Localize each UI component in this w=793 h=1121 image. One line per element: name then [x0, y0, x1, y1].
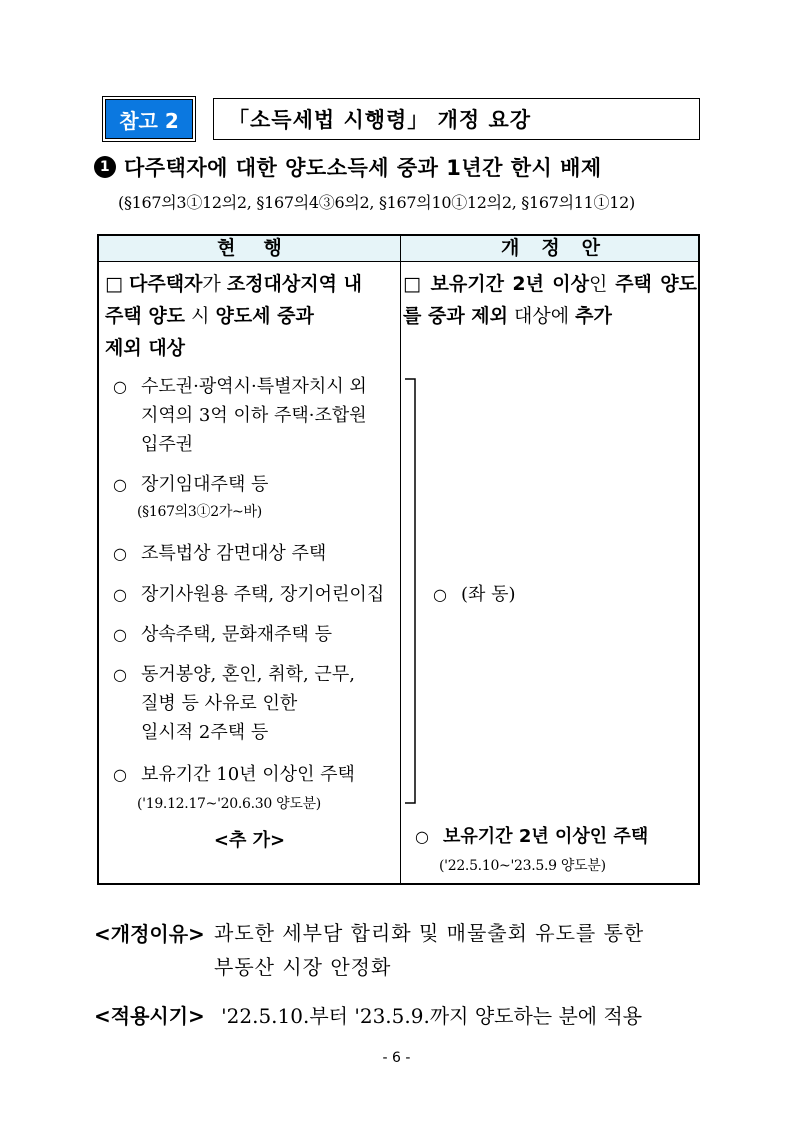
reason-line: 부동산 시장 안정화 — [214, 955, 392, 979]
reference-badge: 참고 2 — [103, 97, 195, 141]
item-line: 입주권 — [141, 434, 194, 455]
lead-text: 인 — [589, 273, 616, 295]
document-title: 「소득세법 시행령」 개정 요강 — [213, 98, 700, 140]
lead-text: 시 — [185, 305, 216, 327]
reason-label: <개정이유> — [94, 922, 205, 946]
circle-bullet-icon: ○ — [113, 765, 127, 784]
square-bullet-icon: □ — [403, 273, 423, 295]
page-number: - 6 - — [382, 1050, 411, 1066]
list-item — [113, 660, 393, 750]
section-heading-text: 다주택자에 대한 양도소득세 중과 1년간 한시 배제 — [124, 156, 602, 180]
item-line: 장기임대주택 등 — [141, 474, 269, 495]
list-item — [113, 539, 393, 568]
list-item — [113, 470, 393, 526]
added-item — [415, 822, 695, 878]
table-header-row — [99, 236, 698, 262]
circle-bullet-icon: ○ — [113, 625, 127, 644]
item-line: 일시적 2주택 등 — [141, 722, 269, 743]
item-line: 보유기간 10년 이상인 주택 — [141, 764, 355, 785]
circle-bullet-icon: ○ — [113, 377, 127, 396]
lead-term: 주택 양도 — [105, 305, 186, 327]
lead-term: 다주택자 — [129, 273, 203, 295]
circle-bullet-icon: ○ — [433, 585, 447, 604]
list-item — [113, 760, 393, 816]
apply-label: <적용시기> — [94, 1004, 205, 1028]
reason-line: 과도한 세부담 합리화 및 매물출회 유도를 통한 — [214, 921, 645, 945]
circle-bullet-icon: ○ — [113, 665, 127, 684]
list-item — [113, 580, 393, 609]
item-line: 상속주택, 문화재주택 등 — [141, 624, 333, 645]
header-proposed: 개정안 — [500, 237, 623, 259]
item-line: 질병 등 사유로 인한 — [141, 693, 298, 714]
same-as-left-item — [433, 580, 633, 609]
item-line: 동거봉양, 혼인, 취학, 근무, — [141, 664, 355, 685]
reason-text — [214, 916, 644, 984]
circle-bullet-icon: ○ — [113, 475, 127, 494]
apply-text: '22.5.10.부터 '23.5.9.까지 양도하는 분에 적용 — [221, 1004, 643, 1028]
circled-number-icon: 1 — [94, 156, 116, 178]
item-line: 장기사원용 주택, 장기어린이집 — [141, 584, 385, 605]
list-item — [113, 372, 393, 462]
proposed-lead — [403, 268, 697, 332]
item-sub: (§167의3①2가~바) — [137, 504, 262, 520]
lead-term: 양도세 중과 — [215, 305, 314, 327]
lead-term: 주택 양도를 중과 제외 — [403, 273, 698, 327]
header-current: 현행 — [217, 237, 310, 259]
reason-row — [94, 918, 205, 947]
square-bullet-icon: □ — [105, 273, 123, 295]
apply-row — [94, 1000, 642, 1029]
section-heading — [94, 152, 602, 182]
current-lead — [105, 268, 395, 364]
comparison-table — [97, 234, 700, 885]
lead-text: 가 — [202, 273, 227, 295]
item-sub: ('19.12.17~'20.6.30 양도분) — [137, 796, 321, 812]
item-line: 수도권·광역시·특별자치시 외 — [141, 376, 367, 397]
circle-bullet-icon: ○ — [113, 544, 127, 563]
legal-references: (§167의3①12의2, §167의4③6의2, §167의10①12의2, §167의11①12) — [118, 193, 635, 212]
lead-text: 대상에 — [508, 305, 576, 327]
lead-term: 조정대상지역 내 — [226, 273, 362, 295]
circle-bullet-icon: ○ — [415, 827, 429, 846]
item-line: 조특법상 감면대상 주택 — [141, 543, 327, 564]
circle-bullet-icon: ○ — [113, 585, 127, 604]
list-item — [113, 620, 393, 649]
lead-term: 보유기간 2년 이상 — [430, 273, 590, 295]
item-sub: ('22.5.10~'23.5.9 양도분) — [439, 858, 606, 874]
item-line: (좌 동) — [461, 584, 516, 605]
range-bracket — [401, 376, 421, 806]
item-line: 보유기간 2년 이상인 주택 — [443, 826, 649, 847]
lead-term: 제외 대상 — [105, 337, 186, 359]
item-line: 지역의 3억 이하 주택·조합원 — [141, 405, 367, 426]
add-label: <추 가> — [213, 830, 286, 851]
lead-term: 추가 — [575, 305, 612, 327]
